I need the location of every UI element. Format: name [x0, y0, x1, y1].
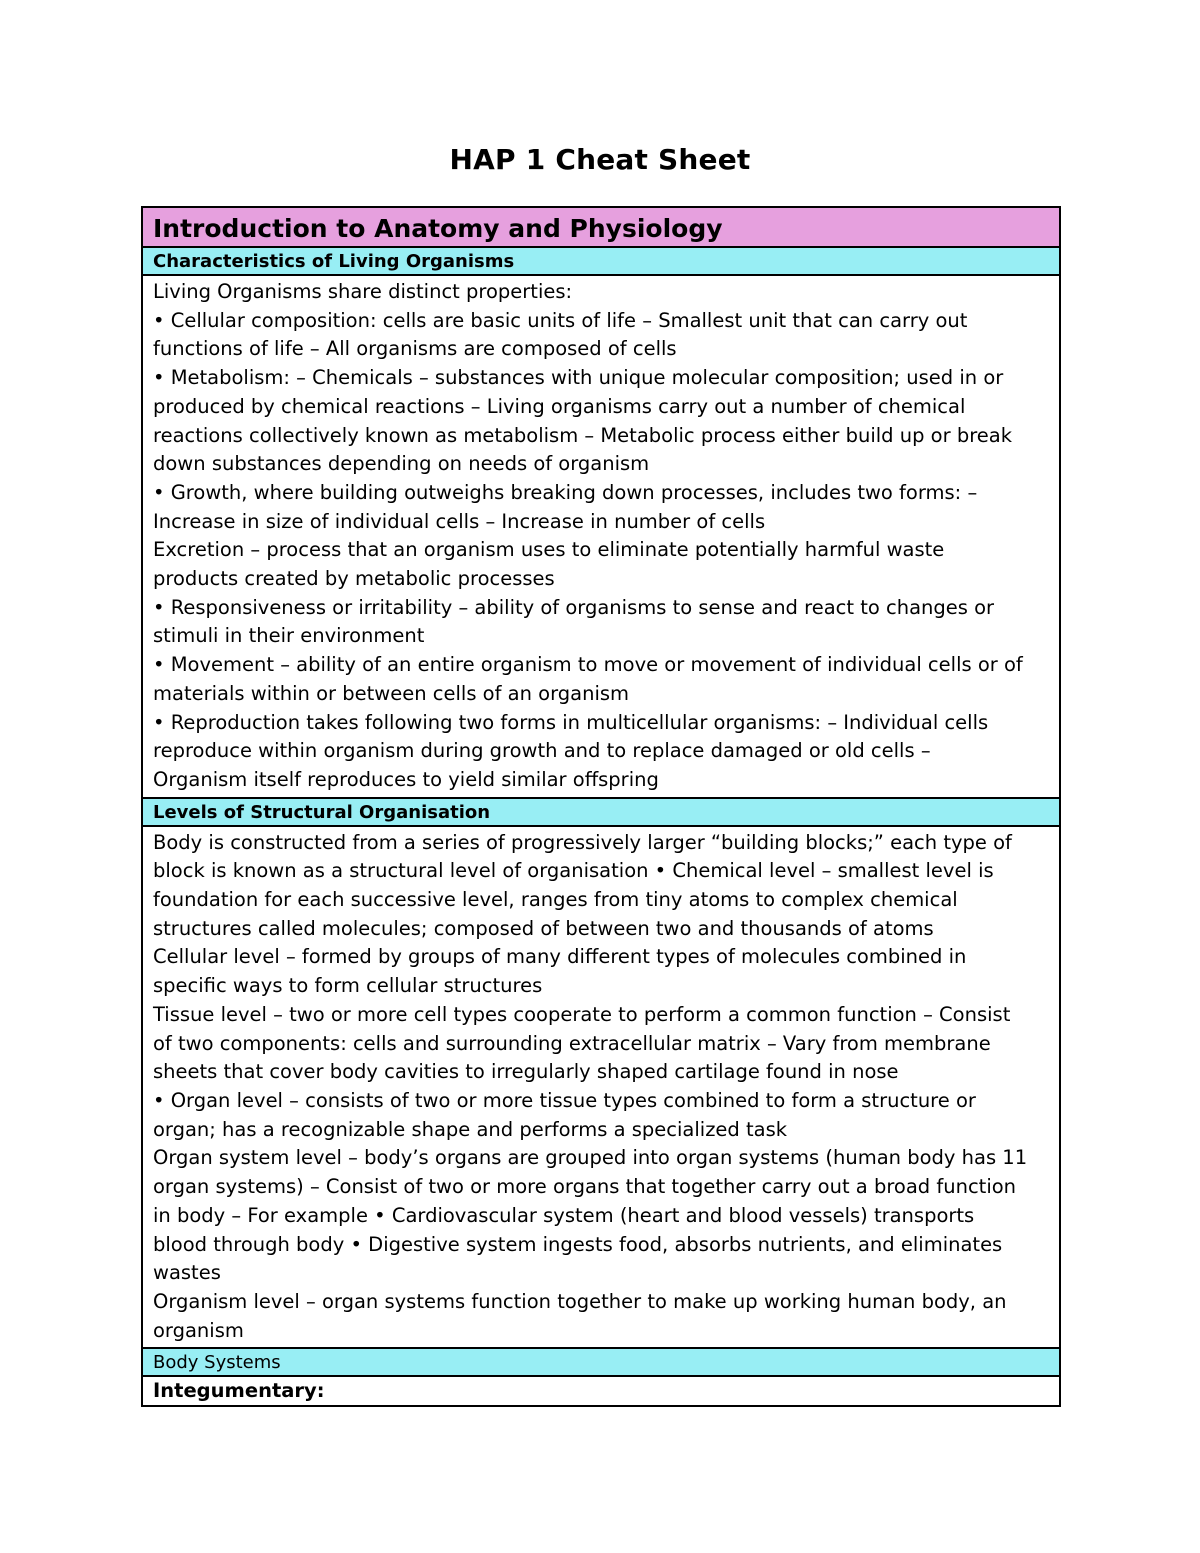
text-line: Organ system level – body’s organs are grouped into organ systems (human body has 11: [153, 1146, 1028, 1170]
text-line: produced by chemical reactions – Living organisms carry out a number of chemical: [153, 394, 966, 418]
text-line: • Metabolism: – Chemicals – substances with unique molecular composition; used in or: [153, 366, 1004, 390]
text-line: Tissue level – two or more cell types cooperate to perform a common function – Consist: [153, 1002, 1011, 1026]
text-line: of two components: cells and surrounding extracellular matrix – Vary from membrane: [153, 1031, 991, 1055]
page-title: HAP 1 Cheat Sheet: [449, 143, 751, 176]
body-systems-heading: Body Systems: [143, 1349, 1059, 1377]
text-line: reactions collectively known as metabolism – Metabolic process either build up or break: [153, 423, 1013, 447]
text-line: reproduce within organism during growth and to replace damaged or old cells –: [153, 739, 931, 763]
text-line: Body is constructed from a series of progressively larger “building blocks;” each type of: [153, 830, 1012, 854]
text-line: • Growth, where building outweighs breaking down processes, includes two forms: –: [153, 480, 978, 504]
text-line: Increase in size of individual cells – Increase in number of cells: [153, 509, 766, 533]
text-line: • Responsiveness or irritability – ability of organisms to sense and react to changes or: [153, 595, 995, 619]
text-line: • Movement – ability of an entire organism to move or movement of individual cells or of: [153, 653, 1023, 677]
levels-heading: Levels of Structural Organisation: [143, 799, 1059, 827]
text-line: materials within or between cells of an organism: [153, 681, 630, 705]
text-line: products created by metabolic processes: [153, 567, 555, 591]
levels-body: [143, 827, 1059, 1350]
text-line: stimuli in their environment: [153, 624, 425, 648]
text-line: specific ways to form cellular structures: [153, 974, 543, 998]
text-line: Cellular level – formed by groups of many different types of molecules combined in: [153, 945, 967, 969]
text-line: sheets that cover body cavities to irregularly shaped cartilage found in nose: [153, 1060, 899, 1084]
text-line: • Reproduction takes following two forms in multicellular organisms: – Individual cells: [153, 710, 989, 734]
text-line: in body – For example • Cardiovascular system (heart and blood vessels) transports: [153, 1203, 975, 1227]
text-line: wastes: [153, 1261, 221, 1285]
text-line: Organism itself reproduces to yield similar offspring: [153, 767, 659, 791]
integumentary-label: Integumentary:: [153, 1379, 325, 1403]
text-line: Organism level – organ systems function together to make up working human body, an: [153, 1289, 1007, 1313]
text-line: structures called molecules; composed of between two and thousands of atoms: [153, 916, 934, 940]
text-line: Excretion – process that an organism uses to eliminate potentially harmful waste: [153, 538, 945, 562]
text-line: down substances depending on needs of organism: [153, 452, 650, 476]
text-line: foundation for each successive level, ranges from tiny atoms to complex chemical: [153, 888, 958, 912]
text-line: organism: [153, 1318, 244, 1342]
text-line: functions of life – All organisms are composed of cells: [153, 337, 677, 361]
cheat-sheet-table: [141, 206, 1061, 1407]
text-line: Living Organisms share distinct properties:: [153, 280, 573, 303]
text-line: organ systems) – Consist of two or more organs that together carry out a broad function: [153, 1175, 1017, 1199]
section-heading: Introduction to Anatomy and Physiology: [143, 208, 1059, 248]
characteristics-heading: Characteristics of Living Organisms: [143, 248, 1059, 276]
text-line: • Cellular composition: cells are basic units of life – Smallest unit that can carry out: [153, 308, 968, 332]
characteristics-body: [143, 276, 1059, 799]
text-line: block is known as a structural level of organisation • Chemical level – smallest level is: [153, 859, 994, 883]
text-line: blood through body • Digestive system ingests food, absorbs nutrients, and eliminates: [153, 1232, 1003, 1256]
text-line: organ; has a recognizable shape and performs a specialized task: [153, 1117, 788, 1141]
text-line: • Organ level – consists of two or more tissue types combined to form a structure or: [153, 1088, 976, 1112]
